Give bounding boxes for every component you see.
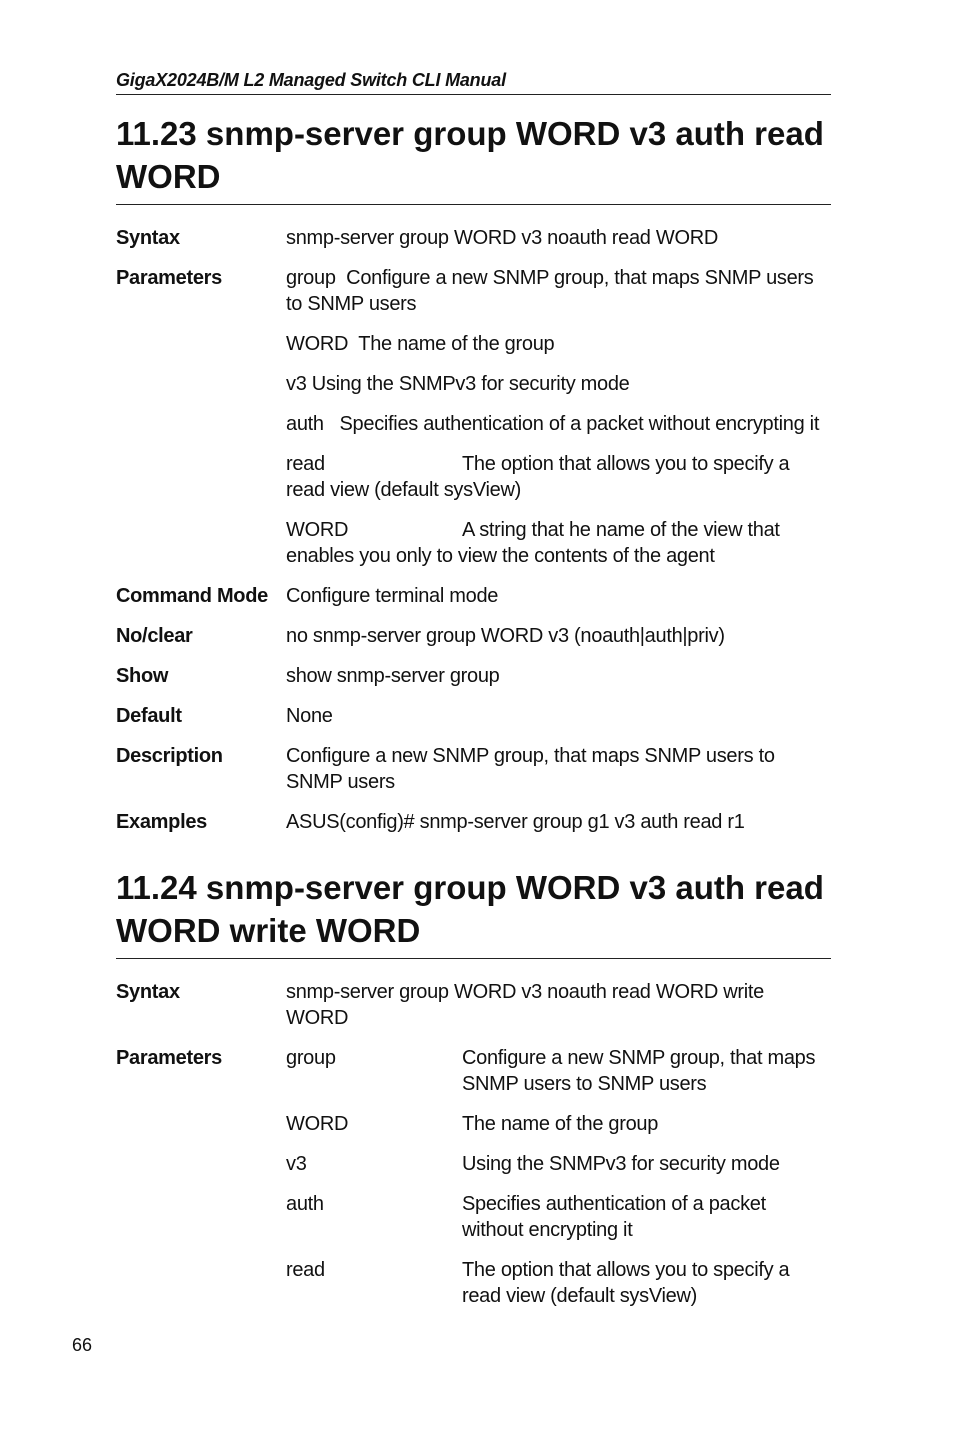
syntax-text: snmp-server group WORD v3 noauth read WORD — [286, 227, 718, 249]
page-number: 66 — [72, 1335, 93, 1355]
param-desc: A string that he name of the view that enables you only to view the contents of the agent — [286, 519, 780, 567]
command-mode-text: Configure terminal mode — [286, 585, 499, 607]
param-name: v3 — [286, 373, 307, 395]
param-name: auth — [286, 413, 324, 435]
section-title — [116, 866, 831, 959]
section-title-line1: 11.24 snmp-server group WORD v3 auth read — [116, 869, 824, 906]
param-desc: Specifies authentication of a packet without encrypting it — [462, 1193, 766, 1241]
param-name: group — [286, 1047, 336, 1069]
syntax-row — [116, 225, 831, 251]
examples-text: ASUS(config)# snmp-server group g1 v3 auth read r1 — [286, 811, 745, 833]
description-label: Description — [116, 745, 223, 767]
param-desc: The name of the group — [462, 1113, 659, 1135]
param-item — [286, 1151, 831, 1177]
default-label: Default — [116, 705, 182, 727]
parameters-row — [116, 1045, 831, 1323]
syntax-row — [116, 979, 831, 1031]
param-desc: The option that allows you to specify a read view (default sysView) — [286, 453, 790, 501]
section-title-line2: WORD write WORD — [116, 912, 421, 949]
param-name: WORD — [286, 1113, 349, 1135]
examples-label: Examples — [116, 811, 207, 833]
description-text: Configure a new SNMP group, that maps SNMP users to SNMP users — [286, 745, 775, 793]
param-name: group — [286, 267, 336, 289]
syntax-text: snmp-server group WORD v3 noauth read WORD write WORD — [286, 981, 764, 1029]
param-name: v3 — [286, 1153, 307, 1175]
syntax-label: Syntax — [116, 981, 180, 1003]
examples-row — [116, 809, 831, 835]
noclear-text: no snmp-server group WORD v3 (noauth|auth|priv) — [286, 625, 725, 647]
param-name: read — [286, 1259, 325, 1281]
default-row — [116, 703, 831, 729]
show-label: Show — [116, 665, 169, 687]
param-item — [286, 1257, 831, 1309]
param-desc: Using the SNMPv3 for security mode — [311, 373, 630, 395]
parameters-list — [286, 265, 831, 583]
param-name: WORD — [286, 333, 349, 355]
param-item — [286, 331, 831, 357]
parameters-label: Parameters — [116, 1047, 222, 1069]
description-row — [116, 743, 831, 795]
param-item — [286, 517, 831, 569]
section-title — [116, 112, 831, 205]
section-title-line1: 11.23 snmp-server group WORD v3 auth read — [116, 115, 824, 152]
param-desc: Using the SNMPv3 for security mode — [462, 1153, 780, 1175]
param-name: auth — [286, 1193, 324, 1215]
param-desc: Configure a new SNMP group, that maps SNMP users to SNMP users — [462, 1047, 816, 1095]
running-header: GigaX2024B/M L2 Managed Switch CLI Manual — [116, 70, 831, 95]
param-item — [286, 451, 831, 503]
parameters-row — [116, 265, 831, 583]
show-row — [116, 663, 831, 689]
param-desc: The option that allows you to specify a read view (default sysView) — [462, 1259, 790, 1307]
default-text: None — [286, 705, 333, 727]
command-mode-label: Command Mode — [116, 585, 268, 607]
param-name: read — [286, 453, 325, 475]
syntax-label: Syntax — [116, 227, 180, 249]
param-item — [286, 371, 831, 397]
noclear-row — [116, 623, 831, 649]
param-name: WORD — [286, 519, 349, 541]
param-item — [286, 411, 831, 437]
param-desc: Configure a new SNMP group, that maps SNMP users to SNMP users — [286, 267, 814, 315]
param-item — [286, 1111, 831, 1137]
section-11-23 — [116, 112, 831, 849]
param-desc: Specifies authentication of a packet without encrypting it — [339, 413, 820, 435]
section-11-24 — [116, 866, 831, 1323]
param-item — [286, 1045, 831, 1097]
noclear-label: No/clear — [116, 625, 193, 647]
section-title-line2: WORD — [116, 158, 221, 195]
param-item — [286, 1191, 831, 1243]
parameters-list — [286, 1045, 831, 1323]
param-item — [286, 265, 831, 317]
command-mode-row — [116, 583, 831, 609]
param-desc: The name of the group — [358, 333, 555, 355]
parameters-label: Parameters — [116, 267, 222, 289]
show-text: show snmp-server group — [286, 665, 500, 687]
